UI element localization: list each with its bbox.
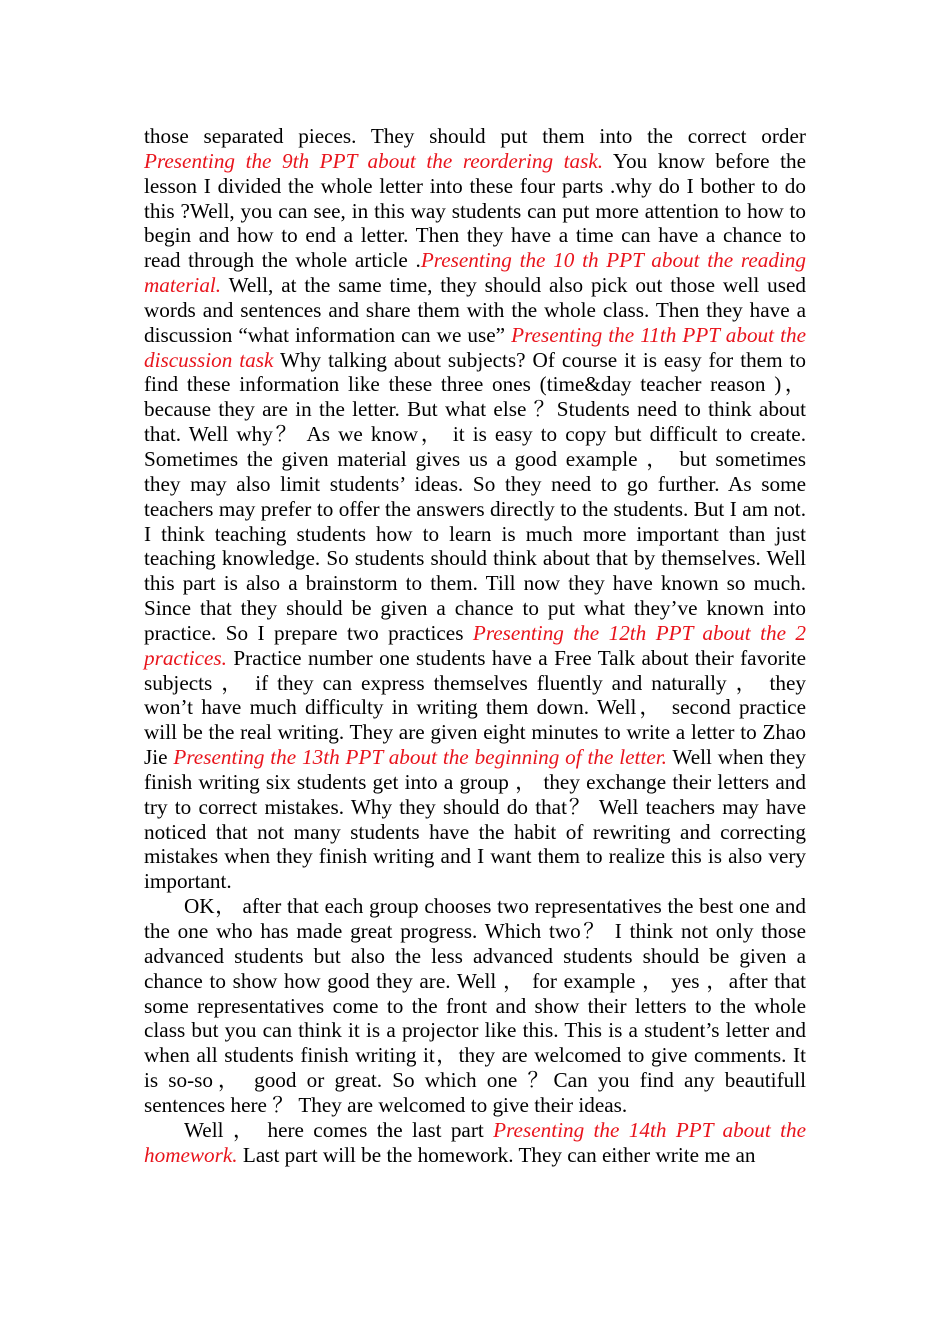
paragraph-2 [144,894,806,1118]
paragraph-1-text-1: those separated pieces. They should put them into the correct order [144,124,806,148]
paragraph-3-text-2: Last part will be the homework. They can either write me an [237,1142,756,1167]
ppt-cue-12th-practices: Presenting the 12th PPT about the 2 practices. [144,620,806,670]
paragraph-1 [144,124,806,894]
ppt-cue-14th-homework: Presenting the 14th PPT about the homework. [144,1117,806,1167]
paragraph-1-text-5: Practice number one students have a Free Talk about their favorite subjects ， if they can express themselves fluently and naturally ， they won’t have much difficulty in writing them down. Well， second practice will be the real writing. They are given eight minutes to write a letter to Zhao Jie [144,645,806,770]
paragraph-2-text-1: OK， after that each group chooses two representatives the best one and the one who has made great progress. Which two？ I think not only those advanced students but also the less advanced students should be given a chance to show how good they are. Well ， for example ， yes ，after that some representatives come to the front and show their letters to the whole class but you can think it is a projector like this. This is a student’s letter and when all students finish writing it，they are welcomed to give comments. It is so-so， good or great. So which one ？Can you find any beautifull sentences here ？ They are welcomed to give their ideas. [144,894,806,1117]
document-body [144,124,806,1167]
paragraph-1-text-4: Why talking about subjects? Of course it is easy for them to find these information like these three ones (time&day teacher reason )，because they are in the letter. But what else ？Students need to think about that. Well why？ As we know， it is easy to copy but difficult to create. Sometimes the given material gives us a good example ， but sometimes they may also limit students’ ideas. So they need to go further. As some teachers may prefer to offer the answers directly to the students. But I am not. I think teaching students how to learn is much more important than just teaching knowledge. So students should think about that by themselves. Well this part is also a brainstorm to them. Till now they have known so much. Since that they should be given a chance to put what they’ve known into practice. So I prepare two practices [144,347,806,645]
paragraph-1-text-6: Well when they finish writing six students get into a group ， they exchange their letters and try to correct mistakes. Why they should do that？ Well teachers may have noticed that not many students have the habit of rewriting and correcting mistakes when they finish writing and I want them to realize this is also very important. [144,745,806,894]
paragraph-1-text-3: Well, at the same time, they should also pick out those well used words and sentences and share them with the whole class. Then they have a discussion “what information can we use” [144,273,806,347]
paragraph-3 [144,1118,806,1168]
paragraph-1-text-2: You know before the lesson I divided the whole letter into these four parts .why do I bother to do this ?Well, you can see, in this way students can put more attention to how to begin and how to end a letter. Then they have a time can have a chance to read through the whole article . [144,148,806,273]
ppt-cue-13th-letter-beginning: Presenting the 13th PPT about the beginning of the letter. [173,745,667,770]
ppt-cue-11th-discussion-task: Presenting the 11th PPT about the discussion task [144,322,806,372]
paragraph-3-text-1: Well ， here comes the last part [184,1117,494,1142]
ppt-cue-10th-reading-material: Presenting the 10 th PPT about the reading material. [144,248,806,298]
ppt-cue-9th-reordering-task: Presenting the 9th PPT about the reordering task. [144,148,604,173]
